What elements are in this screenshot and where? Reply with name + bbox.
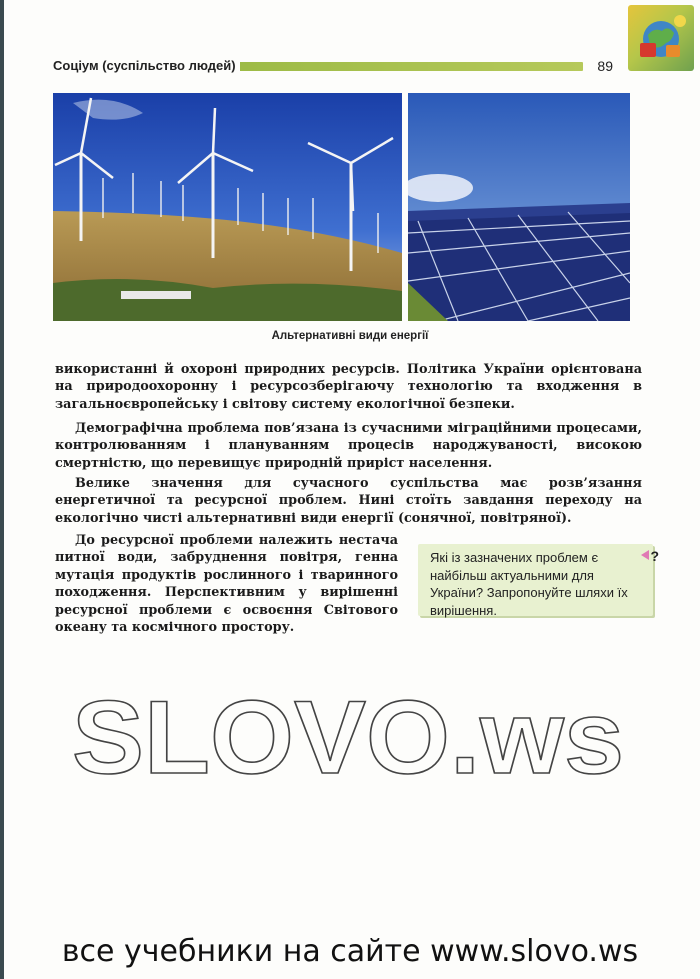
watermark-logo: [70, 685, 630, 785]
section-title: Соціум (суспільство людей): [53, 58, 240, 73]
question-box: [418, 544, 659, 618]
question-text: Які із зазначених проблем є найбільш актуальними для України? Запропонуйте шляхи їх вирішення.: [430, 550, 628, 618]
watermark-text: SLOVO.ws: [72, 685, 624, 785]
question-mark: ?: [650, 548, 659, 564]
puzzle-badge-icon: [628, 5, 694, 71]
paragraph-resources-continued: [55, 361, 642, 413]
solar-panels-photo: [408, 93, 630, 321]
wind-turbines-photo: [53, 93, 402, 321]
paragraph-demographic: [55, 420, 642, 472]
page-edge: [0, 0, 4, 979]
paragraph-3-text: Велике значення для сучасного суспільства має розв’язання енергетичної та ресурсної проблем. Нині стоїть завдання переходу на екологічно чисті альтернативні види енергії (сонячної, повітряної).: [55, 476, 642, 526]
paragraph-2-text: Демографічна проблема пов’язана із сучасними міграційними процесами, контролюванням і плануванням процесів народжуваності, високою смертністю, що перевищує природній приріст населення.: [55, 421, 642, 471]
paragraph-4-text: До ресурсної проблеми належить нестача питної води, забруднення повітря, генна мутація продуктів рослинного і тваринного походження. Перспективним у вирішенні ресурсної проблеми є освоєння Світового океану та космічного простору.: [55, 533, 398, 636]
figure-caption: Альтернативні види енергії: [271, 330, 429, 342]
paragraph-1-text: використанні й охороні природних ресурсів. Політика України орієнтована на природоохоронну і ресурсозберігаючу технологію та входження в загальноєвропейську і світову систему екологічної безпеки.: [55, 362, 642, 412]
running-header: [53, 57, 613, 77]
paragraph-energy: [55, 475, 642, 527]
footer-banner: все учебники на сайте www.slovo.ws: [61, 934, 639, 969]
page-number: 89: [597, 58, 613, 74]
